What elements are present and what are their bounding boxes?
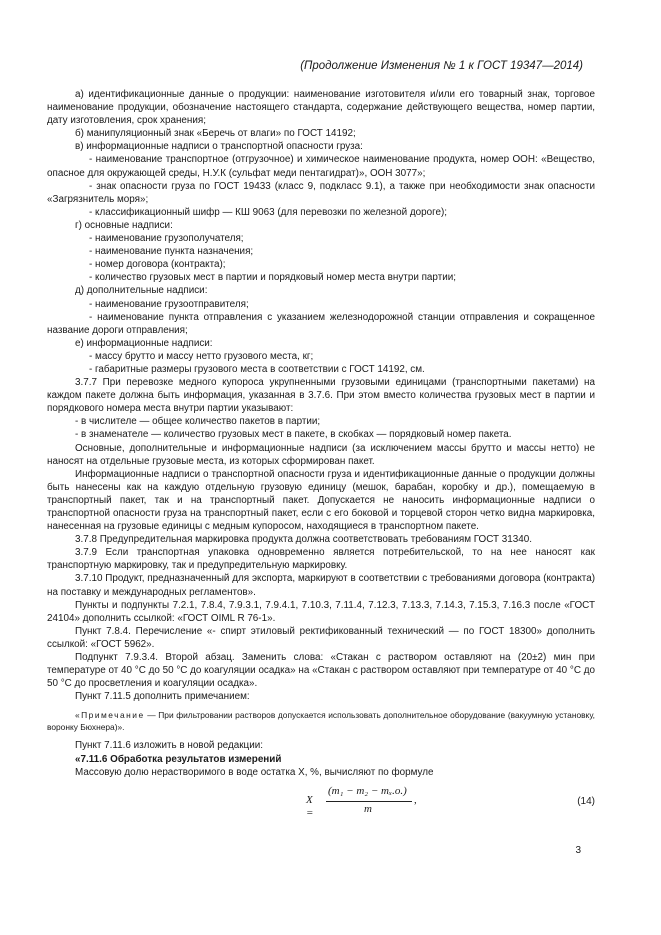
paragraph: е) информационные надписи: <box>75 337 213 349</box>
note-label: «Примечание <box>75 710 145 721</box>
paragraph: Информационные надписи о транспортной опасности груза и идентификационные данные о продукции должны быть нанесены как на каждую отдельную грузовую единицу (мешок, барабан, коробку и др.), помещаемую в транспортный пакет, так и на транспортный пакет. Допускается не наносить информационные надписи о транспортной опасности груза на транспортный пакет, если с его боковой и торцевой сторон четко видна маркировка, нанесенная на грузовые единицы с медным купоросом, находящиеся в транспортном пакете. <box>47 468 595 533</box>
paragraph: Пункт 7.11.5 дополнить примечанием: <box>75 691 250 703</box>
paragraph: б) манипуляционный знак «Беречь от влаги» по ГОСТ 14192; <box>75 128 356 140</box>
paragraph: 3.7.8 Предупредительная маркировка продукта должна соответствовать требованиям ГОСТ 31340. <box>75 534 533 546</box>
paragraph: Пункт 7.11.6 изложить в новой редакции: <box>75 740 263 752</box>
paragraph: «7.11.6 Обработка результатов измерений <box>75 753 282 765</box>
paragraph: 3.7.7 При перевозке медного купороса укрупненными грузовыми единицами (транспортными пакетами) на каждом пакете должна быть информация, указанная в 3.7.6. При этом вместо количества грузовых мест в партии и порядкового номера места внутри партии указывают: <box>47 377 595 415</box>
paragraph: - наименование пункта назначения; <box>89 246 254 258</box>
paragraph: г) основные надписи: <box>75 219 173 231</box>
paragraph: - наименование грузоотправителя; <box>89 298 249 310</box>
equation-number: (14) <box>577 795 595 807</box>
after-text <box>47 739 595 778</box>
paragraph: - наименование транспортное (отгрузочное) и химическое наименование продукта, номер ООН: «Вещество, опасное для окружающей среды, Н.У.К (сульфат меди пентагидрат)», ООН 3077»; <box>47 154 595 179</box>
paragraph: - в знаменателе — количество грузовых мест в пакете, в скобках — порядковый номер пакета. <box>75 429 512 441</box>
paragraph: в) информационные надписи о транспортной опасности груза: <box>75 141 363 153</box>
main-text <box>47 88 595 703</box>
paragraph: - наименование грузополучателя; <box>89 233 244 245</box>
paragraph: - классификационный шифр — КШ 9063 (для перевозки по железной дороге); <box>89 206 448 218</box>
paragraph: Основные, дополнительные и информационные надписи (за исключением массы брутто и массы нетто) не наносят на отдельные грузовые места, из которых сформирован пакет. <box>47 442 595 467</box>
paragraph: Пункты и подпункты 7.2.1, 7.8.4, 7.9.3.1, 7.9.4.1, 7.10.3, 7.11.4, 7.12.3, 7.13.3, 7.14.3, 7.15.3, 7.16.3 после «ГОСТ 24104» дополнить ссылкой: «ГОСТ OIML R 76-1». <box>47 599 595 624</box>
formula-denominator: m <box>364 802 372 815</box>
note-text: — При фильтровании растворов допускается использовать дополнительное оборудование (вакуумную установку, воронку Бюхнера)». <box>47 710 595 733</box>
page-number: 3 <box>575 845 581 856</box>
paragraph: 3.7.9 Если транспортная упаковка одновременно является потребительской, то на нее наносят как транспортную маркировку, так и предупредительную маркировку. <box>47 547 595 572</box>
paragraph: Пункт 7.8.4. Перечисление «- спирт этиловый ректификованный технический — по ГОСТ 18300» дополнить ссылкой: «ГОСТ 5962». <box>47 625 595 650</box>
document-body <box>47 88 595 821</box>
paragraph: - знак опасности груза по ГОСТ 19433 (класс 9, подкласс 9.1), а также при необходимости знак опасности «Загрязнитель моря»; <box>47 180 595 205</box>
paragraph: Подпункт 7.9.3.4. Второй абзац. Заменить слова: «Стакан с раствором оставляют на (20±2) мин при температуре от 40 °С до 50 °С до коагуляции осадка» на «Стакан с раствором оставляют при температуре от 40 °С до 50 °С до просветления и коагуляции осадка». <box>47 652 595 690</box>
paragraph: - количество грузовых мест в партии и порядковый номер места внутри партии; <box>89 272 456 284</box>
paragraph: - габаритные размеры грузового места в соответствии с ГОСТ 14192, см. <box>89 363 425 375</box>
paragraph: д) дополнительные надписи: <box>75 285 208 297</box>
paragraph: а) идентификационные данные о продукции: наименование изготовителя и/или его товарный знак, торговое наименование продукции, обозначение настоящего стандарта, содержание действующего вещества, номер партии, дату изготовления, срок хранения; <box>47 89 595 127</box>
paragraph: - массу брутто и массу нетто грузового места, кг; <box>89 350 314 362</box>
formula <box>47 785 595 821</box>
running-header: (Продолжение Изменения № 1 к ГОСТ 19347—2014) <box>300 60 583 72</box>
note <box>47 709 595 733</box>
paragraph: - номер договора (контракта); <box>89 259 226 271</box>
paragraph: Массовую долю нерастворимого в воде остатка X, %, вычисляют по формуле <box>75 766 434 778</box>
formula-numerator: (m₁ − m₂ − mₓ.о.) <box>328 784 407 797</box>
paragraph: 3.7.10 Продукт, предназначенный для экспорта, маркируют в соответствии с требованиями договора (контракта) на поставку и международных регламентов». <box>47 573 595 598</box>
paragraph: - наименование пункта отправления с указанием железнодорожной станции отправления и сокращенное название дороги отправления; <box>47 311 595 336</box>
formula-comma: , <box>414 793 417 806</box>
formula-lhs: X = <box>306 793 314 819</box>
fraction-bar <box>326 801 412 802</box>
paragraph: - в числителе — общее количество пакетов в партии; <box>75 416 321 428</box>
